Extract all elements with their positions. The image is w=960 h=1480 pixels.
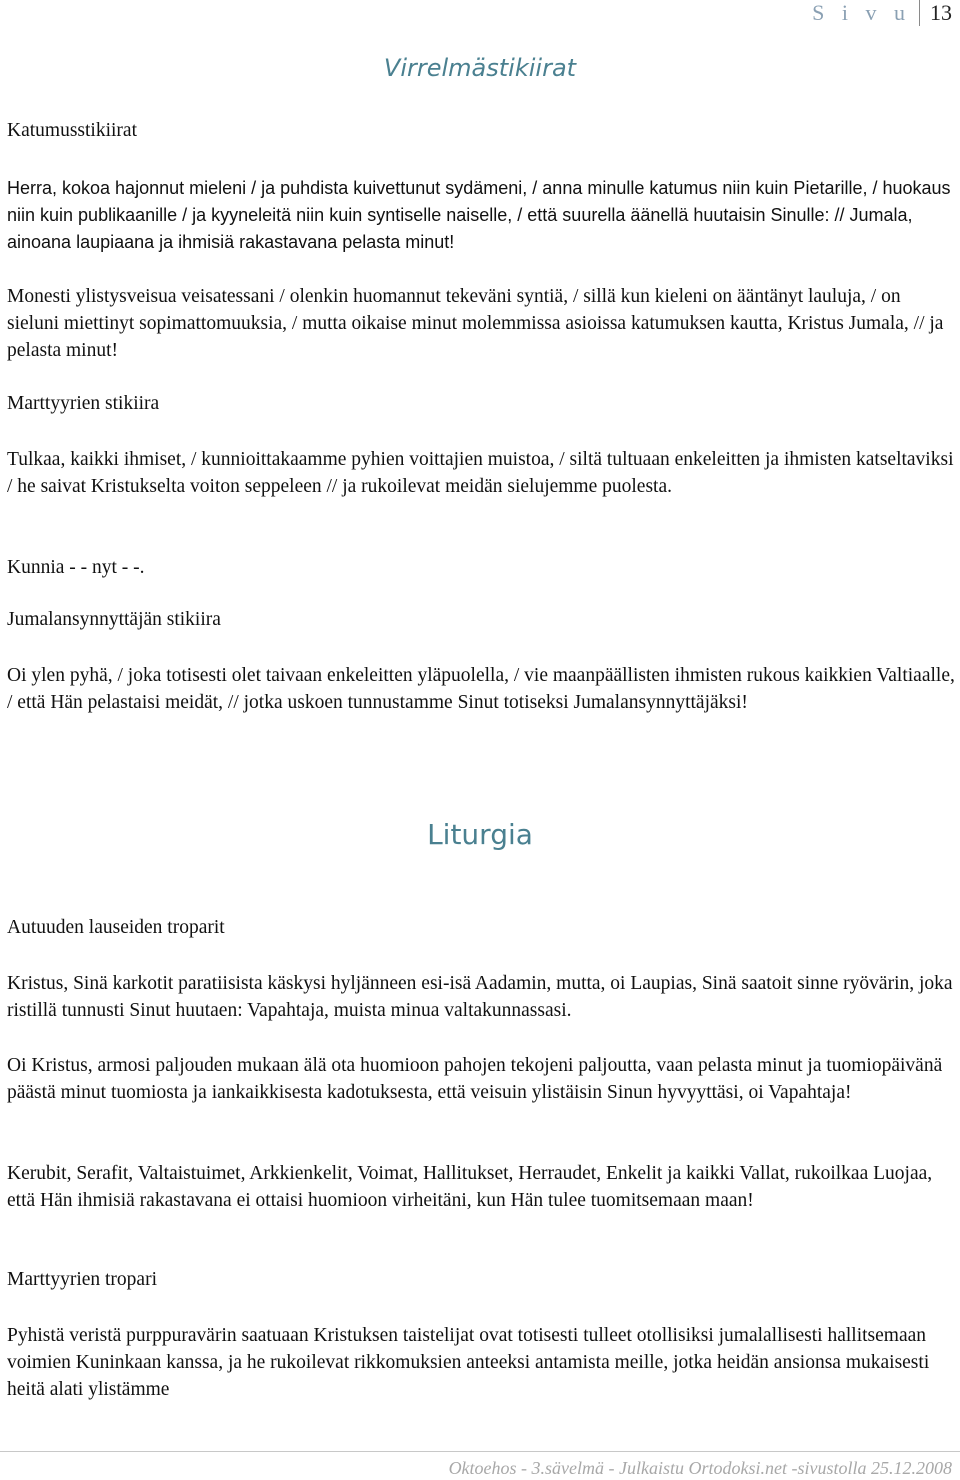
heading-katumusstikiirat: Katumusstikiirat — [7, 120, 137, 141]
section-title-liturgia: Liturgia — [427, 818, 533, 851]
paragraph: Oi ylen pyhä, / joka totisesti olet taivaan enkeleitten yläpuolella, / vie maanpäällisten ihmisten rukous kaikkien Valtiaalle, / että Hän pelastaisi meidät, // jotka uskoen tunnustamme Sinut totiseksi Jumalansynnyttäjäksi! — [7, 665, 955, 713]
heading-jumalansynnyttajan-stikiira: Jumalansynnyttäjän stikiira — [7, 609, 221, 630]
page-number-value: 13 — [919, 0, 952, 26]
page-number — [812, 0, 952, 26]
heading-marttyyrien-stikiira: Marttyyrien stikiira — [7, 393, 160, 414]
paragraph: Kunnia - - nyt - -. — [7, 557, 145, 578]
paragraph: Tulkaa, kaikki ihmiset, / kunnioittakaamme pyhien voittajien muistoa, / siltä tultuaan enkeleitten ja ihmisten katseltaviksi / he saivat Kristukselta voiton seppeleen // ja rukoilevat meidän sielujemme puolesta. — [7, 449, 954, 497]
paragraph: Pyhistä veristä purppuravärin saatuaan Kristuksen taistelijat ovat totisesti tulleet otollisiksi jumalallisesti hallitsemaan voimien Kuninkaan kanssa, ja he rukoilevat rikkomuksien anteeksi antamista meille, jotka heidän ansionsa mukaisesti heitä alati ylistämme — [7, 1325, 930, 1400]
paragraph: Kristus, Sinä karkotit paratiisista käskysi hyljänneen esi-isä Aadamin, mutta, oi Laupias, Sinä saatoit sinne ryövärin, joka ristillä tunnusti Sinut huutaen: Vapahtaja, muista minua valtakunnassasi. — [7, 973, 953, 1021]
paragraph: Herra, kokoa hajonnut mieleni / ja puhdista kuivettunut sydämeni, / anna minulle katumus niin kuin Pietarille, / huokaus niin kuin publikaanille / ja kyyneleitä niin kuin syntiselle naiselle, / että suurella äänellä huutaisin Sinulle: // Jumala, ainoana laupiaana ja ihmisiä rakastavana pelasta minut! — [7, 178, 951, 252]
page-footer: Oktoehos - 3.sävelmä - Julkaistu Ortodoksi.net -sivustolla 25.12.2008 — [448, 1458, 952, 1478]
section-title-virrelmastikiirat: Virrelmästikiirat — [383, 54, 577, 82]
heading-autuuden-lauseiden-troparit: Autuuden lauseiden troparit — [7, 917, 225, 938]
paragraph: Oi Kristus, armosi paljouden mukaan älä ota huomioon pahojen tekojeni paljoutta, vaan pelasta minut ja tuomiopäivänä päästä minut tuomiosta ja iankaikkisesta kadotuksesta, että veisuin ylistäisin Sinun hyvyyttäsi, oi Vapahtaja! — [7, 1055, 943, 1103]
paragraph: Kerubit, Serafit, Valtaistuimet, Arkkienkelit, Voimat, Hallitukset, Herraudet, Enkelit ja kaikki Vallat, rukoilkaa Luojaa, että Hän ihmisiä rakastavana ei ottaisi huomioon virheitäni, kun Hän tulee tuomitsemaan maan! — [7, 1163, 933, 1211]
footer-divider — [0, 1451, 960, 1452]
page-word: S i v u — [812, 0, 911, 25]
paragraph: Monesti ylistysveisua veisatessani / olenkin huomannut tekeväni syntiä, / sillä kun kieleni on ääntänyt lauluja, / on sieluni miettinyt sopimattomuuksia, / mutta oikaise minut molemmissa asioissa katumuksen kautta, Kristus Jumala, // ja pelasta minut! — [7, 286, 944, 361]
heading-marttyyrien-tropari: Marttyyrien tropari — [7, 1269, 157, 1290]
